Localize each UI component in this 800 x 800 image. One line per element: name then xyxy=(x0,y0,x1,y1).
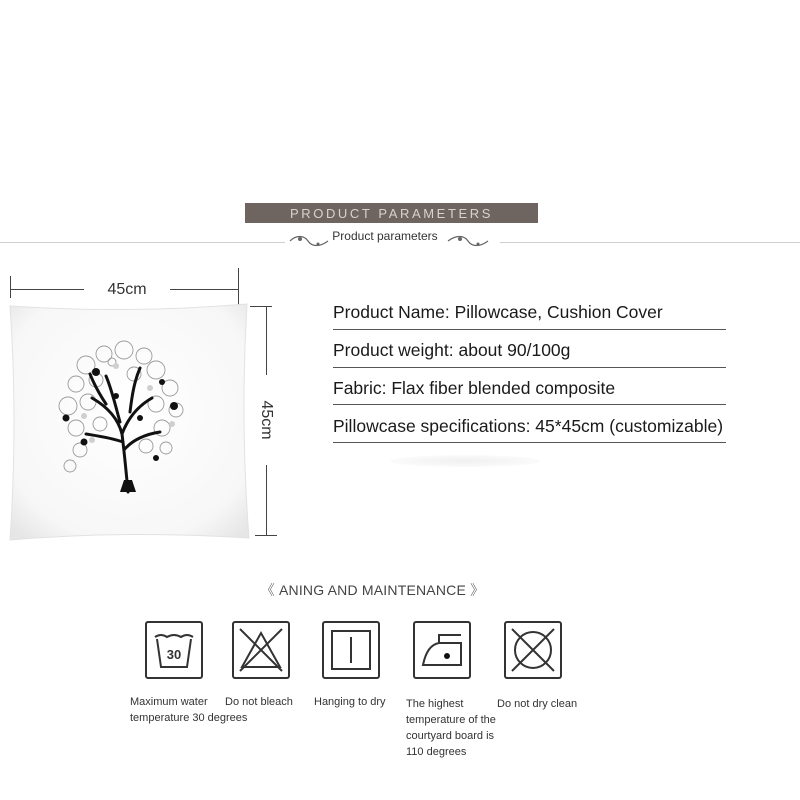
header-rule-right xyxy=(500,242,800,243)
header-subtitle: Product parameters xyxy=(332,229,438,243)
hang-dry-icon xyxy=(322,621,380,679)
spec-divider xyxy=(333,442,726,443)
wash-30-icon xyxy=(145,621,203,679)
wash-temp-text: 30 xyxy=(166,647,182,662)
spec-divider xyxy=(333,404,726,405)
flourish-right-icon xyxy=(444,233,490,249)
spec-product-name: Product Name: Pillowcase, Cushion Cover xyxy=(333,302,663,322)
tree-pillow-image xyxy=(6,300,251,542)
spec-divider xyxy=(333,329,726,330)
no-bleach-icon xyxy=(232,621,290,679)
header-banner-text: PRODUCT PARAMETERS xyxy=(289,206,494,221)
spec-pillowcase-size: Pillowcase specifications: 45*45cm (customizable) xyxy=(333,416,724,436)
width-dimension-label: 45cm xyxy=(84,279,170,301)
care-label-no-dry-clean: Do not dry clean xyxy=(497,698,578,710)
care-title: 《 ANING AND MAINTENANCE 》 xyxy=(260,582,485,598)
height-dimension-label: 45cm xyxy=(255,375,277,465)
spec-divider xyxy=(333,367,726,368)
care-label-no-bleach: Do not bleach xyxy=(225,696,293,708)
care-label-wash: Maximum water temperature 30 degrees xyxy=(130,696,248,724)
care-label-hang-dry: Hanging to dry xyxy=(314,696,386,708)
no-dry-clean-icon xyxy=(504,621,562,679)
header-rule-left xyxy=(0,242,285,243)
height-dimension-tick-bottom xyxy=(255,535,277,536)
width-dimension-tick-left xyxy=(10,276,11,298)
spec-product-weight: Product weight: about 90/100g xyxy=(333,340,571,360)
care-label-iron: The highest temperature of the courtyard board is 110 degrees xyxy=(406,698,496,758)
spec-fabric: Fabric: Flax fiber blended composite xyxy=(333,378,616,398)
height-dimension-tick-top xyxy=(250,306,272,307)
background-smudge xyxy=(390,455,540,467)
iron-icon xyxy=(413,621,471,679)
